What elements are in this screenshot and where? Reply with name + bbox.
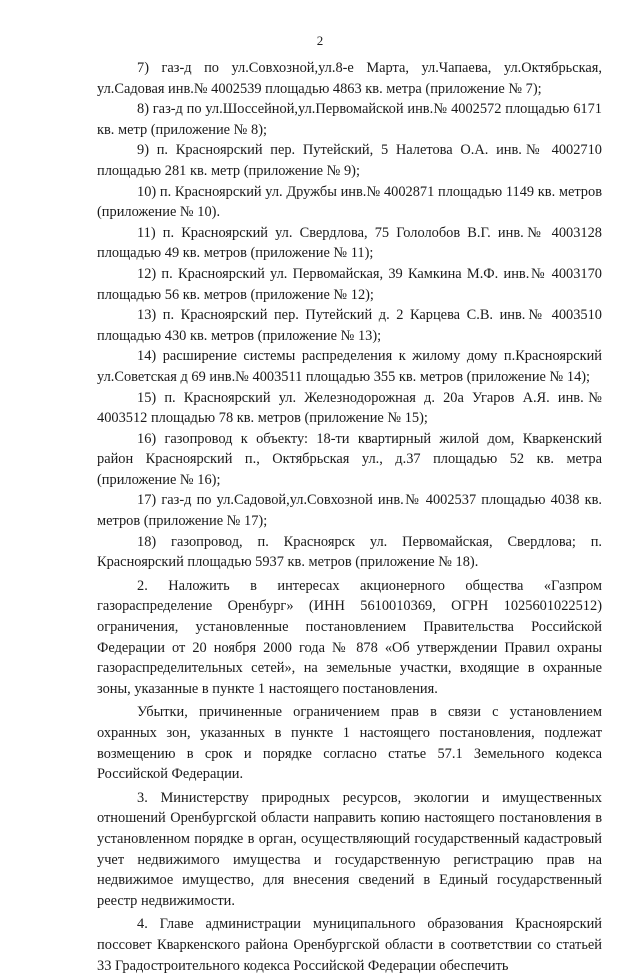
section-3-paragraph: 3. Министерству природных ресурсов, экологии и имущественных отношений Оренбургской области направить копию настоящего постановления в установленном порядке в орган, осуществляющий государственный кадастровый учет недвижимого имущества и государственную регистрацию прав на недвижимое имущество, для внесения сведений в Единый государственный реестр недвижимости. <box>97 789 602 909</box>
list-item-15: 15) п. Красноярский ул. Железнодорожная д. 20а Угаров А.Я. инв.№ 4003512 площадью 78 кв. метров (приложение № 15); <box>97 389 602 427</box>
page-number: 2 <box>316 33 324 48</box>
list-item-16: 16) газопровод к объекту: 18-ти квартирный жилой дом, Кваркенский район Красноярский п., Октябрьская ул., д.37 площадью 52 кв. метра (приложение № 16); <box>97 430 602 488</box>
list-item-12: 12) п. Красноярский ул. Первомайская, 39 Камкина М.Ф. инв.№ 4003170 площадью 56 кв. метров (приложение № 12); <box>97 265 602 303</box>
list-item-14: 14) расширение системы распределения к жилому дому п.Красноярский ул.Советская д 69 инв.№ 4003511 площадью 355 кв. метров (приложение № 14); <box>97 348 602 385</box>
section-2-paragraph: 2. Наложить в интересах акционерного общества «Газпром газораспределение Оренбург» (ИНН 5610010369, ОГРН 1025601022512) ограничения, установленные постановлением Правительства Российской Федерации от 20 ноября 2000 года № 878 «Об утверждении Правил охраны газораспределительных сетей», на земельные участки, входящие в охранные зоны, указанные в пункте 1 настоящего постановления. <box>97 577 602 697</box>
list-item-10: 10) п. Красноярский ул. Дружбы инв.№ 4002871 площадью 1149 кв. метров (приложение № 10). <box>97 183 602 221</box>
list-item-17: 17) газ-д по ул.Садовой,ул.Совхозной инв.№ 4002537 площадью 4038 кв. метров (приложение № 17); <box>97 492 602 530</box>
list-item-11: 11) п. Красноярский ул. Свердлова, 75 Гололобов В.Г. инв.№ 4003128 площадью 49 кв. метров (приложение № 11); <box>97 224 602 262</box>
list-item-7: 7) газ-д по ул.Совхозной,ул.8-е Марта, ул.Чапаева, ул.Октябрьская, ул.Садовая инв.№ 4002539 площадью 4863 кв. метра (приложение № 7); <box>97 60 602 97</box>
document-body <box>97 58 602 976</box>
list-item-8: 8) газ-д по ул.Шоссейной,ул.Первомайской инв.№ 4002572 площадью 6171 кв. метр (приложение № 8); <box>97 101 602 138</box>
list-item-18: 18) газопровод, п. Красноярск ул. Первомайская, Свердлова; п. Красноярский площадью 5937 кв. метров (приложение № 18). <box>97 533 602 571</box>
list-item-13: 13) п. Красноярский пер. Путейский д. 2 Карцева С.В. инв.№ 4003510 площадью 430 кв. метров (приложение № 13); <box>97 307 602 344</box>
damages-paragraph: Убытки, причиненные ограничением прав в связи с установлением охранных зон, указанных в пункте 1 настоящего постановления, подлежат возмещению в срок и порядке согласно статье 57.1 Земельного кодекса Российской Федерации. <box>97 704 602 783</box>
section-4-paragraph: 4. Главе администрации муниципального образования Красноярский поссовет Кваркенского района Оренбургской области в соответствии со статьей 33 Градостроительного кодекса Российской Федерации обеспечить <box>97 916 602 974</box>
list-item-9: 9) п. Красноярский пер. Путейский, 5 Налетова О.А. инв.№ 4002710 площадью 281 кв. метр (приложение № 9); <box>97 142 602 179</box>
